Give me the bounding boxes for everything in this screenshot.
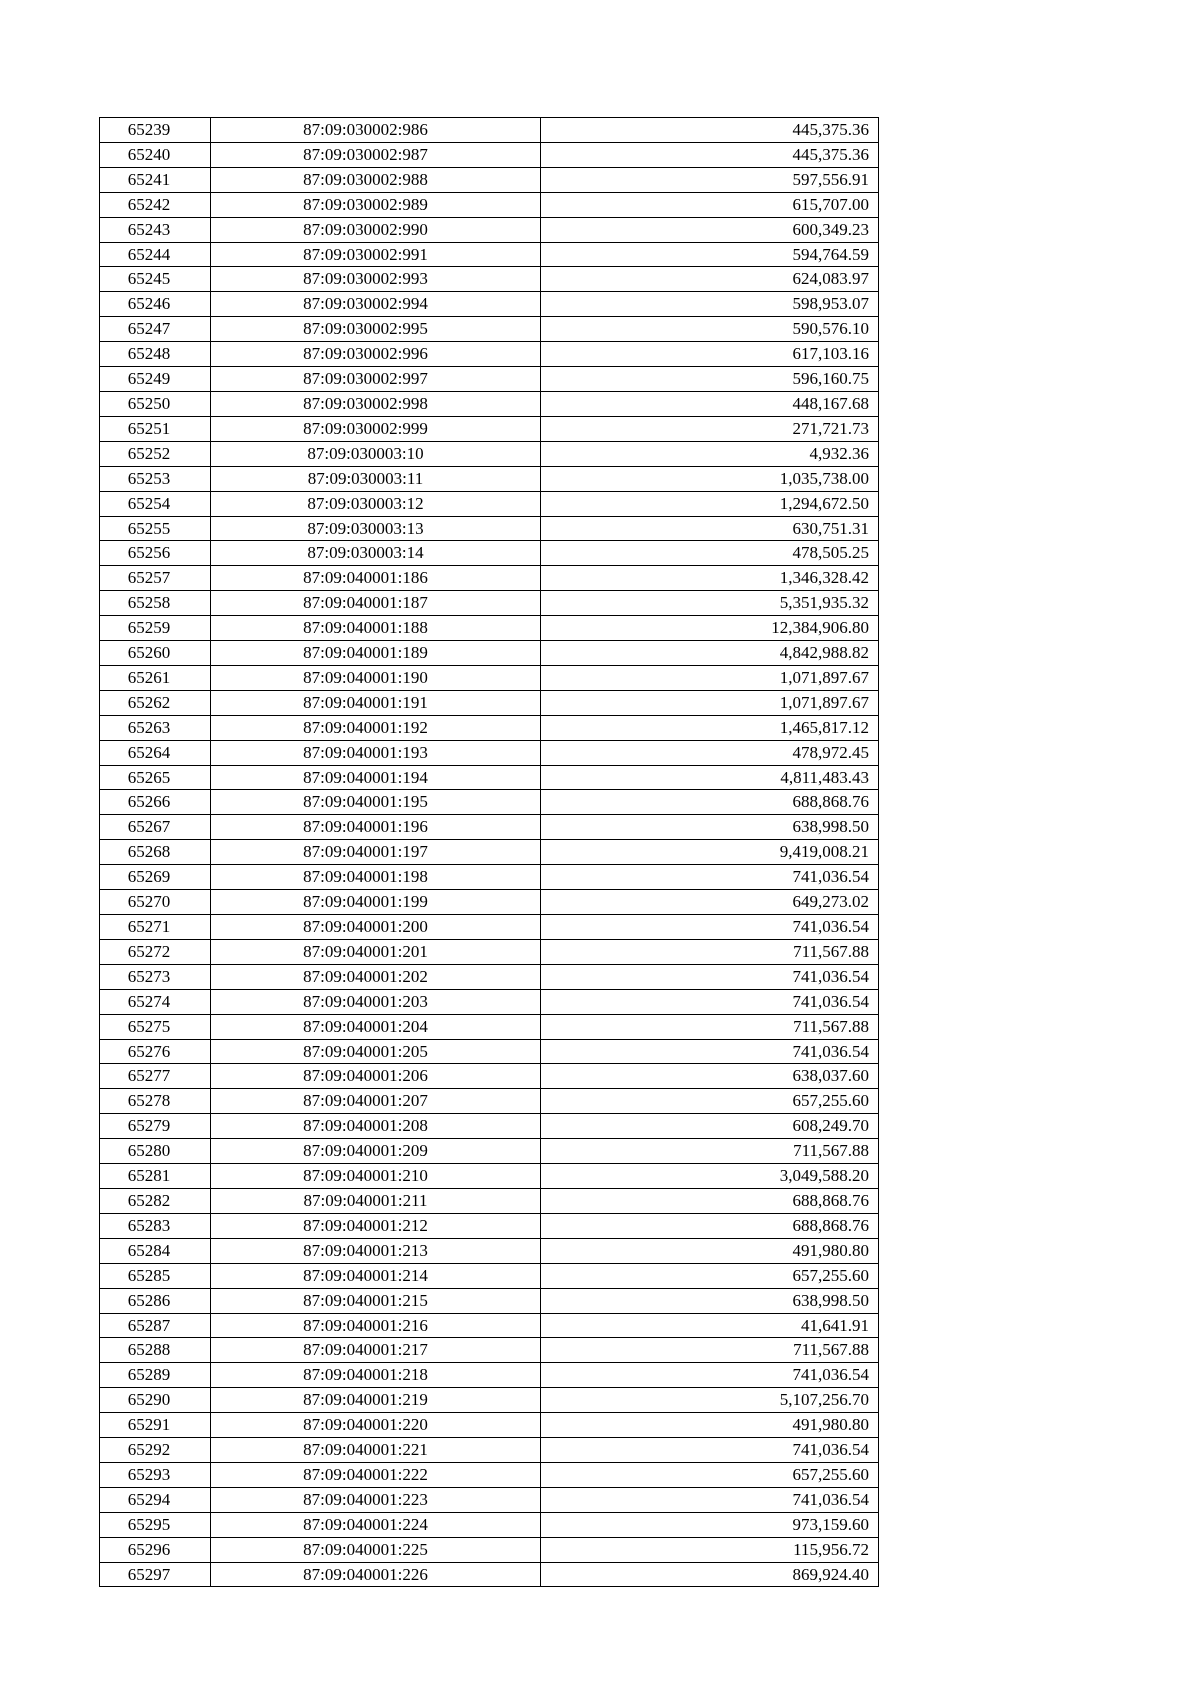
- cadastral-number-cell: 87:09:030002:986: [211, 118, 541, 143]
- table-row: [100, 890, 879, 915]
- table-row: [100, 641, 879, 666]
- row-number-cell: 65280: [100, 1139, 211, 1164]
- table-row: [100, 1413, 879, 1438]
- table-row: [100, 715, 879, 740]
- cadastral-value-cell: 638,037.60: [541, 1064, 879, 1089]
- cadastral-value-cell: 973,159.60: [541, 1512, 879, 1537]
- cadastral-value-cell: 12,384,906.80: [541, 616, 879, 641]
- row-number-cell: 65295: [100, 1512, 211, 1537]
- cadastral-value-cell: 638,998.50: [541, 1288, 879, 1313]
- cadastral-number-cell: 87:09:040001:215: [211, 1288, 541, 1313]
- cadastral-number-cell: 87:09:040001:225: [211, 1537, 541, 1562]
- row-number-cell: 65293: [100, 1462, 211, 1487]
- table-row: [100, 665, 879, 690]
- table-row: [100, 1288, 879, 1313]
- row-number-cell: 65285: [100, 1263, 211, 1288]
- table-row: [100, 1139, 879, 1164]
- table-row: [100, 167, 879, 192]
- cadastral-value-cell: 688,868.76: [541, 1213, 879, 1238]
- cadastral-value-cell: 5,107,256.70: [541, 1388, 879, 1413]
- row-number-cell: 65254: [100, 491, 211, 516]
- table-row: [100, 566, 879, 591]
- cadastral-number-cell: 87:09:040001:223: [211, 1487, 541, 1512]
- cadastral-value-cell: 741,036.54: [541, 964, 879, 989]
- table-row: [100, 1064, 879, 1089]
- cadastral-value-cell: 4,932.36: [541, 441, 879, 466]
- cadastral-number-cell: 87:09:040001:207: [211, 1089, 541, 1114]
- row-number-cell: 65269: [100, 865, 211, 890]
- cadastral-value-cell: 649,273.02: [541, 890, 879, 915]
- table-row: [100, 690, 879, 715]
- row-number-cell: 65270: [100, 890, 211, 915]
- cadastral-number-cell: 87:09:040001:218: [211, 1363, 541, 1388]
- table-row: [100, 939, 879, 964]
- cadastral-value-cell: 741,036.54: [541, 989, 879, 1014]
- row-number-cell: 65286: [100, 1288, 211, 1313]
- cadastral-number-cell: 87:09:040001:221: [211, 1438, 541, 1463]
- row-number-cell: 65277: [100, 1064, 211, 1089]
- row-number-cell: 65251: [100, 416, 211, 441]
- cadastral-value-cell: 711,567.88: [541, 1338, 879, 1363]
- cadastral-number-cell: 87:09:030002:995: [211, 317, 541, 342]
- row-number-cell: 65279: [100, 1114, 211, 1139]
- row-number-cell: 65263: [100, 715, 211, 740]
- table-row: [100, 317, 879, 342]
- row-number-cell: 65261: [100, 665, 211, 690]
- table-row: [100, 292, 879, 317]
- cadastral-value-cell: 615,707.00: [541, 192, 879, 217]
- cadastral-number-cell: 87:09:030002:998: [211, 391, 541, 416]
- cadastral-value-table: [99, 117, 879, 1587]
- cadastral-value-cell: 657,255.60: [541, 1089, 879, 1114]
- cadastral-number-cell: 87:09:040001:199: [211, 890, 541, 915]
- cadastral-number-cell: 87:09:040001:189: [211, 641, 541, 666]
- table-row: [100, 367, 879, 392]
- row-number-cell: 65292: [100, 1438, 211, 1463]
- cadastral-value-cell: 4,811,483.43: [541, 765, 879, 790]
- row-number-cell: 65273: [100, 964, 211, 989]
- cadastral-value-cell: 594,764.59: [541, 242, 879, 267]
- cadastral-value-cell: 1,294,672.50: [541, 491, 879, 516]
- cadastral-number-cell: 87:09:040001:204: [211, 1014, 541, 1039]
- row-number-cell: 65246: [100, 292, 211, 317]
- row-number-cell: 65240: [100, 142, 211, 167]
- cadastral-value-cell: 1,071,897.67: [541, 690, 879, 715]
- cadastral-value-cell: 448,167.68: [541, 391, 879, 416]
- cadastral-number-cell: 87:09:030002:988: [211, 167, 541, 192]
- cadastral-value-cell: 741,036.54: [541, 1487, 879, 1512]
- table-row: [100, 267, 879, 292]
- row-number-cell: 65267: [100, 815, 211, 840]
- cadastral-number-cell: 87:09:040001:206: [211, 1064, 541, 1089]
- table-row: [100, 1487, 879, 1512]
- row-number-cell: 65296: [100, 1537, 211, 1562]
- table-row: [100, 242, 879, 267]
- table-row: [100, 391, 879, 416]
- table-row: [100, 217, 879, 242]
- cadastral-value-cell: 657,255.60: [541, 1263, 879, 1288]
- cadastral-number-cell: 87:09:030002:999: [211, 416, 541, 441]
- table-row: [100, 1313, 879, 1338]
- cadastral-number-cell: 87:09:030003:11: [211, 466, 541, 491]
- table-row: [100, 1537, 879, 1562]
- table-row: [100, 1512, 879, 1537]
- table-row: [100, 1338, 879, 1363]
- row-number-cell: 65245: [100, 267, 211, 292]
- row-number-cell: 65262: [100, 690, 211, 715]
- row-number-cell: 65242: [100, 192, 211, 217]
- cadastral-number-cell: 87:09:040001:205: [211, 1039, 541, 1064]
- cadastral-number-cell: 87:09:040001:210: [211, 1164, 541, 1189]
- cadastral-value-cell: 598,953.07: [541, 292, 879, 317]
- cadastral-value-cell: 1,465,817.12: [541, 715, 879, 740]
- cadastral-number-cell: 87:09:030002:987: [211, 142, 541, 167]
- row-number-cell: 65239: [100, 118, 211, 143]
- row-number-cell: 65256: [100, 541, 211, 566]
- cadastral-value-cell: 115,956.72: [541, 1537, 879, 1562]
- cadastral-number-cell: 87:09:040001:201: [211, 939, 541, 964]
- row-number-cell: 65249: [100, 367, 211, 392]
- row-number-cell: 65241: [100, 167, 211, 192]
- row-number-cell: 65259: [100, 616, 211, 641]
- cadastral-number-cell: 87:09:040001:200: [211, 915, 541, 940]
- cadastral-number-cell: 87:09:040001:192: [211, 715, 541, 740]
- cadastral-number-cell: 87:09:040001:217: [211, 1338, 541, 1363]
- cadastral-value-cell: 491,980.80: [541, 1413, 879, 1438]
- cadastral-number-cell: 87:09:040001:209: [211, 1139, 541, 1164]
- cadastral-value-cell: 596,160.75: [541, 367, 879, 392]
- cadastral-value-cell: 711,567.88: [541, 1139, 879, 1164]
- table-row: [100, 342, 879, 367]
- cadastral-value-cell: 5,351,935.32: [541, 591, 879, 616]
- cadastral-number-cell: 87:09:030002:993: [211, 267, 541, 292]
- table-row: [100, 1562, 879, 1587]
- table-row: [100, 989, 879, 1014]
- table-row: [100, 441, 879, 466]
- row-number-cell: 65253: [100, 466, 211, 491]
- cadastral-number-cell: 87:09:040001:208: [211, 1114, 541, 1139]
- row-number-cell: 65268: [100, 840, 211, 865]
- table-row: [100, 142, 879, 167]
- cadastral-number-cell: 87:09:040001:188: [211, 616, 541, 641]
- row-number-cell: 65275: [100, 1014, 211, 1039]
- row-number-cell: 65258: [100, 591, 211, 616]
- table-row: [100, 616, 879, 641]
- table-row: [100, 1014, 879, 1039]
- row-number-cell: 65244: [100, 242, 211, 267]
- cadastral-value-cell: 491,980.80: [541, 1238, 879, 1263]
- row-number-cell: 65283: [100, 1213, 211, 1238]
- cadastral-value-cell: 478,505.25: [541, 541, 879, 566]
- cadastral-value-cell: 741,036.54: [541, 915, 879, 940]
- table-row: [100, 591, 879, 616]
- row-number-cell: 65297: [100, 1562, 211, 1587]
- cadastral-number-cell: 87:09:030002:996: [211, 342, 541, 367]
- cadastral-value-cell: 1,071,897.67: [541, 665, 879, 690]
- cadastral-number-cell: 87:09:040001:212: [211, 1213, 541, 1238]
- table-row: [100, 541, 879, 566]
- table-row: [100, 118, 879, 143]
- table-row: [100, 1363, 879, 1388]
- cadastral-number-cell: 87:09:030002:990: [211, 217, 541, 242]
- table-row: [100, 1238, 879, 1263]
- cadastral-value-cell: 638,998.50: [541, 815, 879, 840]
- cadastral-value-cell: 688,868.76: [541, 790, 879, 815]
- cadastral-number-cell: 87:09:030003:14: [211, 541, 541, 566]
- row-number-cell: 65281: [100, 1164, 211, 1189]
- row-number-cell: 65289: [100, 1363, 211, 1388]
- cadastral-number-cell: 87:09:040001:194: [211, 765, 541, 790]
- cadastral-value-cell: 741,036.54: [541, 865, 879, 890]
- table-row: [100, 1263, 879, 1288]
- table-row: [100, 466, 879, 491]
- cadastral-value-cell: 600,349.23: [541, 217, 879, 242]
- row-number-cell: 65255: [100, 516, 211, 541]
- cadastral-value-cell: 617,103.16: [541, 342, 879, 367]
- cadastral-value-cell: 3,049,588.20: [541, 1164, 879, 1189]
- cadastral-number-cell: 87:09:040001:222: [211, 1462, 541, 1487]
- table-row: [100, 1388, 879, 1413]
- row-number-cell: 65282: [100, 1188, 211, 1213]
- cadastral-value-cell: 741,036.54: [541, 1363, 879, 1388]
- table-row: [100, 964, 879, 989]
- cadastral-value-cell: 41,641.91: [541, 1313, 879, 1338]
- row-number-cell: 65248: [100, 342, 211, 367]
- cadastral-value-cell: 630,751.31: [541, 516, 879, 541]
- row-number-cell: 65247: [100, 317, 211, 342]
- cadastral-value-cell: 590,576.10: [541, 317, 879, 342]
- row-number-cell: 65250: [100, 391, 211, 416]
- table-row: [100, 1164, 879, 1189]
- table-row: [100, 1462, 879, 1487]
- row-number-cell: 65271: [100, 915, 211, 940]
- row-number-cell: 65252: [100, 441, 211, 466]
- cadastral-value-cell: 624,083.97: [541, 267, 879, 292]
- cadastral-value-cell: 741,036.54: [541, 1438, 879, 1463]
- row-number-cell: 65257: [100, 566, 211, 591]
- cadastral-number-cell: 87:09:030002:994: [211, 292, 541, 317]
- row-number-cell: 65284: [100, 1238, 211, 1263]
- table-row: [100, 840, 879, 865]
- cadastral-number-cell: 87:09:040001:226: [211, 1562, 541, 1587]
- cadastral-value-cell: 445,375.36: [541, 118, 879, 143]
- cadastral-value-cell: 657,255.60: [541, 1462, 879, 1487]
- cadastral-value-cell: 869,924.40: [541, 1562, 879, 1587]
- table-row: [100, 192, 879, 217]
- cadastral-number-cell: 87:09:030002:997: [211, 367, 541, 392]
- table-row: [100, 865, 879, 890]
- cadastral-number-cell: 87:09:030002:989: [211, 192, 541, 217]
- table-row: [100, 740, 879, 765]
- cadastral-number-cell: 87:09:040001:216: [211, 1313, 541, 1338]
- cadastral-value-cell: 9,419,008.21: [541, 840, 879, 865]
- row-number-cell: 65264: [100, 740, 211, 765]
- table-body: [100, 118, 879, 1587]
- row-number-cell: 65266: [100, 790, 211, 815]
- cadastral-number-cell: 87:09:040001:196: [211, 815, 541, 840]
- cadastral-number-cell: 87:09:040001:197: [211, 840, 541, 865]
- cadastral-value-cell: 4,842,988.82: [541, 641, 879, 666]
- cadastral-number-cell: 87:09:030003:13: [211, 516, 541, 541]
- table-row: [100, 790, 879, 815]
- cadastral-number-cell: 87:09:040001:195: [211, 790, 541, 815]
- table-row: [100, 1188, 879, 1213]
- cadastral-number-cell: 87:09:040001:214: [211, 1263, 541, 1288]
- cadastral-value-cell: 688,868.76: [541, 1188, 879, 1213]
- cadastral-number-cell: 87:09:040001:220: [211, 1413, 541, 1438]
- cadastral-value-cell: 445,375.36: [541, 142, 879, 167]
- table-row: [100, 765, 879, 790]
- row-number-cell: 65243: [100, 217, 211, 242]
- cadastral-value-cell: 1,346,328.42: [541, 566, 879, 591]
- cadastral-value-cell: 597,556.91: [541, 167, 879, 192]
- cadastral-number-cell: 87:09:040001:219: [211, 1388, 541, 1413]
- table-row: [100, 815, 879, 840]
- cadastral-value-cell: 608,249.70: [541, 1114, 879, 1139]
- row-number-cell: 65276: [100, 1039, 211, 1064]
- table-row: [100, 1114, 879, 1139]
- table-row: [100, 1039, 879, 1064]
- cadastral-number-cell: 87:09:030003:10: [211, 441, 541, 466]
- cadastral-number-cell: 87:09:040001:203: [211, 989, 541, 1014]
- table-row: [100, 516, 879, 541]
- cadastral-number-cell: 87:09:040001:187: [211, 591, 541, 616]
- row-number-cell: 65290: [100, 1388, 211, 1413]
- cadastral-number-cell: 87:09:040001:224: [211, 1512, 541, 1537]
- table-row: [100, 1438, 879, 1463]
- cadastral-number-cell: 87:09:030003:12: [211, 491, 541, 516]
- table-row: [100, 1213, 879, 1238]
- cadastral-number-cell: 87:09:030002:991: [211, 242, 541, 267]
- table-row: [100, 491, 879, 516]
- cadastral-number-cell: 87:09:040001:191: [211, 690, 541, 715]
- row-number-cell: 65274: [100, 989, 211, 1014]
- cadastral-value-cell: 1,035,738.00: [541, 466, 879, 491]
- row-number-cell: 65278: [100, 1089, 211, 1114]
- cadastral-value-cell: 741,036.54: [541, 1039, 879, 1064]
- row-number-cell: 65287: [100, 1313, 211, 1338]
- cadastral-number-cell: 87:09:040001:186: [211, 566, 541, 591]
- row-number-cell: 65288: [100, 1338, 211, 1363]
- cadastral-number-cell: 87:09:040001:190: [211, 665, 541, 690]
- table-row: [100, 1089, 879, 1114]
- cadastral-value-cell: 478,972.45: [541, 740, 879, 765]
- cadastral-number-cell: 87:09:040001:202: [211, 964, 541, 989]
- cadastral-number-cell: 87:09:040001:211: [211, 1188, 541, 1213]
- cadastral-value-cell: 711,567.88: [541, 939, 879, 964]
- table-row: [100, 416, 879, 441]
- cadastral-number-cell: 87:09:040001:198: [211, 865, 541, 890]
- row-number-cell: 65265: [100, 765, 211, 790]
- row-number-cell: 65260: [100, 641, 211, 666]
- cadastral-number-cell: 87:09:040001:213: [211, 1238, 541, 1263]
- row-number-cell: 65294: [100, 1487, 211, 1512]
- cadastral-number-cell: 87:09:040001:193: [211, 740, 541, 765]
- row-number-cell: 65291: [100, 1413, 211, 1438]
- table-row: [100, 915, 879, 940]
- cadastral-value-cell: 711,567.88: [541, 1014, 879, 1039]
- row-number-cell: 65272: [100, 939, 211, 964]
- cadastral-value-cell: 271,721.73: [541, 416, 879, 441]
